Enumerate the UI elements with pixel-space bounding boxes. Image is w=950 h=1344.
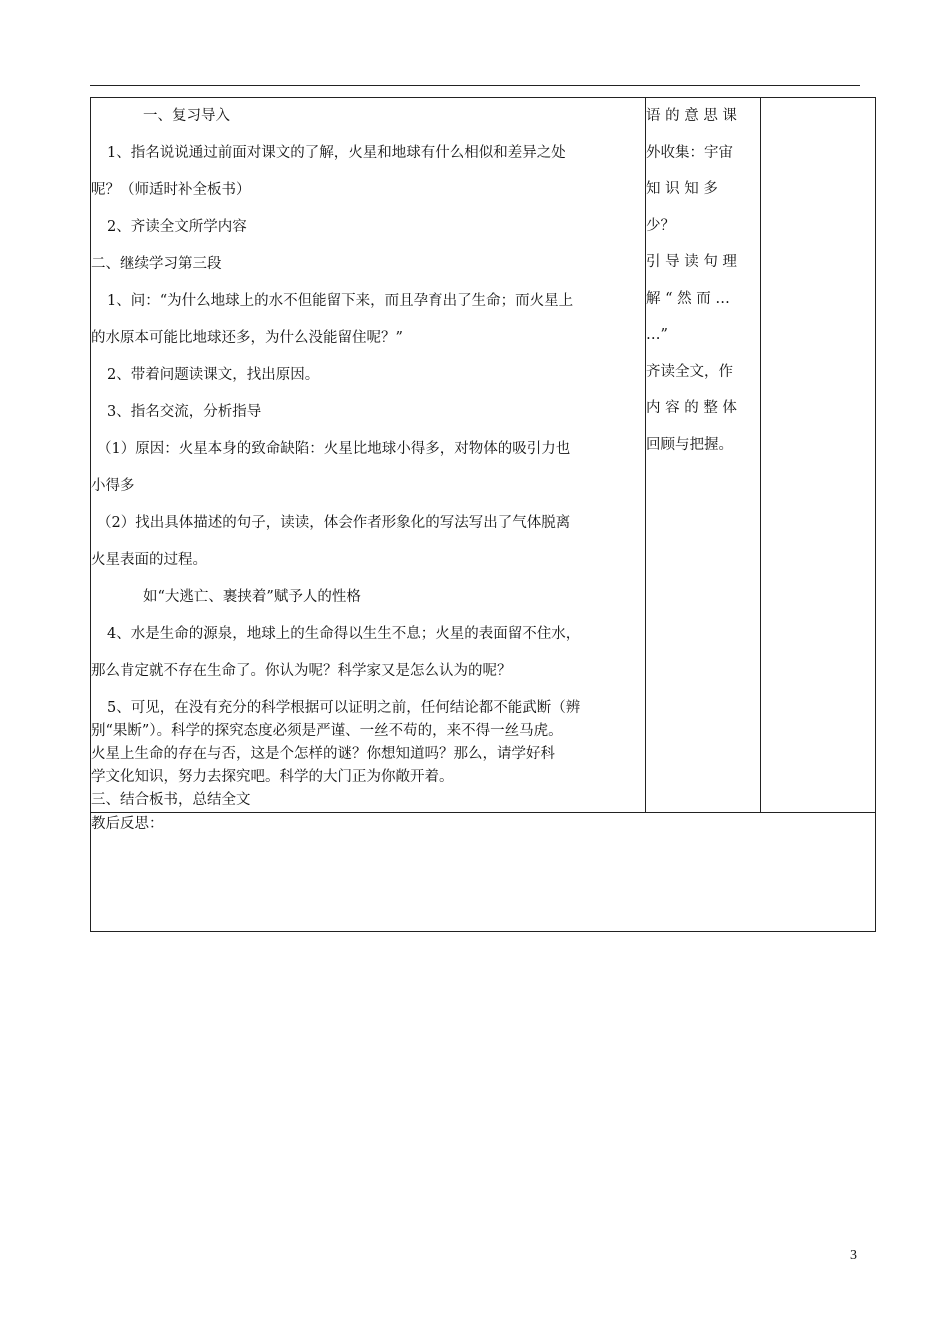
- paragraph-line: 2、齐读全文所学内容: [107, 219, 247, 235]
- note-line: 齐读全文，作: [646, 363, 733, 380]
- note-line: …”: [646, 327, 668, 343]
- note-line: 语 的 意 思 课: [646, 108, 737, 124]
- paragraph-line: （2）找出具体描述的句子，读读，体会作者形象化的写法写出了气体脱离: [97, 515, 571, 531]
- reflection-label: 教后反思：: [91, 816, 164, 832]
- note-line: 解 “ 然 而 …: [646, 290, 730, 307]
- paragraph-line: 3、指名交流，分析指导: [107, 404, 262, 420]
- paragraph-line: 那么肯定就不存在生命了。你认为呢？科学家又是怎么认为的呢？: [91, 663, 512, 679]
- header-rule: [90, 85, 860, 86]
- design-intent-cell: [646, 98, 761, 813]
- paragraph-line: 2、带着问题读课文，找出原因。: [107, 367, 320, 383]
- paragraph-line: 学文化知识，努力去探究吧。科学的大门正为你敞开着。: [91, 769, 454, 785]
- note-line: 内 容 的 整 体: [646, 400, 737, 416]
- paragraph-line: 1、指名说说通过前面对课文的了解，火星和地球有什么相似和差异之处: [107, 145, 566, 161]
- lesson-plan-table: [90, 97, 876, 932]
- paragraph-line: 别“果断”）。科学的探究态度必须是严谨、一丝不苟的，来不得一丝马虎。: [91, 723, 563, 739]
- section-heading: 二、继续学习第三段: [91, 256, 222, 272]
- teaching-process-cell: [91, 98, 646, 813]
- paragraph-line: 的水原本可能比地球还多，为什么没能留住呢？”: [91, 330, 403, 346]
- note-line: 外收集：宇宙: [646, 144, 733, 161]
- note-line: 少？: [646, 217, 675, 234]
- dense-paragraph: [91, 697, 645, 812]
- note-line: 知 识 知 多: [646, 181, 718, 197]
- note-line: 引 导 读 句 理: [646, 254, 737, 270]
- paragraph-line: 火星上生命的存在与否，这是个怎样的谜？你想知道吗？那么，请学好科: [91, 746, 555, 762]
- page-number: 3: [850, 1248, 857, 1263]
- reflection-cell: [91, 813, 876, 932]
- empty-column-cell: [761, 98, 876, 813]
- paragraph-line: 如“大逃亡、裹挟着”赋予人的性格: [143, 589, 361, 605]
- paragraph-line: 火星表面的过程。: [91, 552, 207, 568]
- section-heading: 一、复习导入: [143, 108, 230, 124]
- paragraph-line: 呢？（师适时补全板书）: [91, 182, 251, 198]
- section-heading: 三、结合板书，总结全文: [91, 792, 251, 808]
- paragraph-line: 1、问：“为什么地球上的水不但能留下来，而且孕育出了生命；而火星上: [107, 293, 574, 309]
- paragraph-line: 5、可见，在没有充分的科学根据可以证明之前，任何结论都不能武断（辨: [107, 700, 581, 716]
- paragraph-line: 4、水是生命的源泉，地球上的生命得以生生不息；火星的表面留不住水，: [107, 626, 581, 642]
- paragraph-line: 小得多: [91, 478, 135, 494]
- paragraph-line: （1）原因：火星本身的致命缺陷：火星比地球小得多，对物体的吸引力也: [97, 441, 571, 457]
- note-line: 回顾与把握。: [646, 436, 733, 453]
